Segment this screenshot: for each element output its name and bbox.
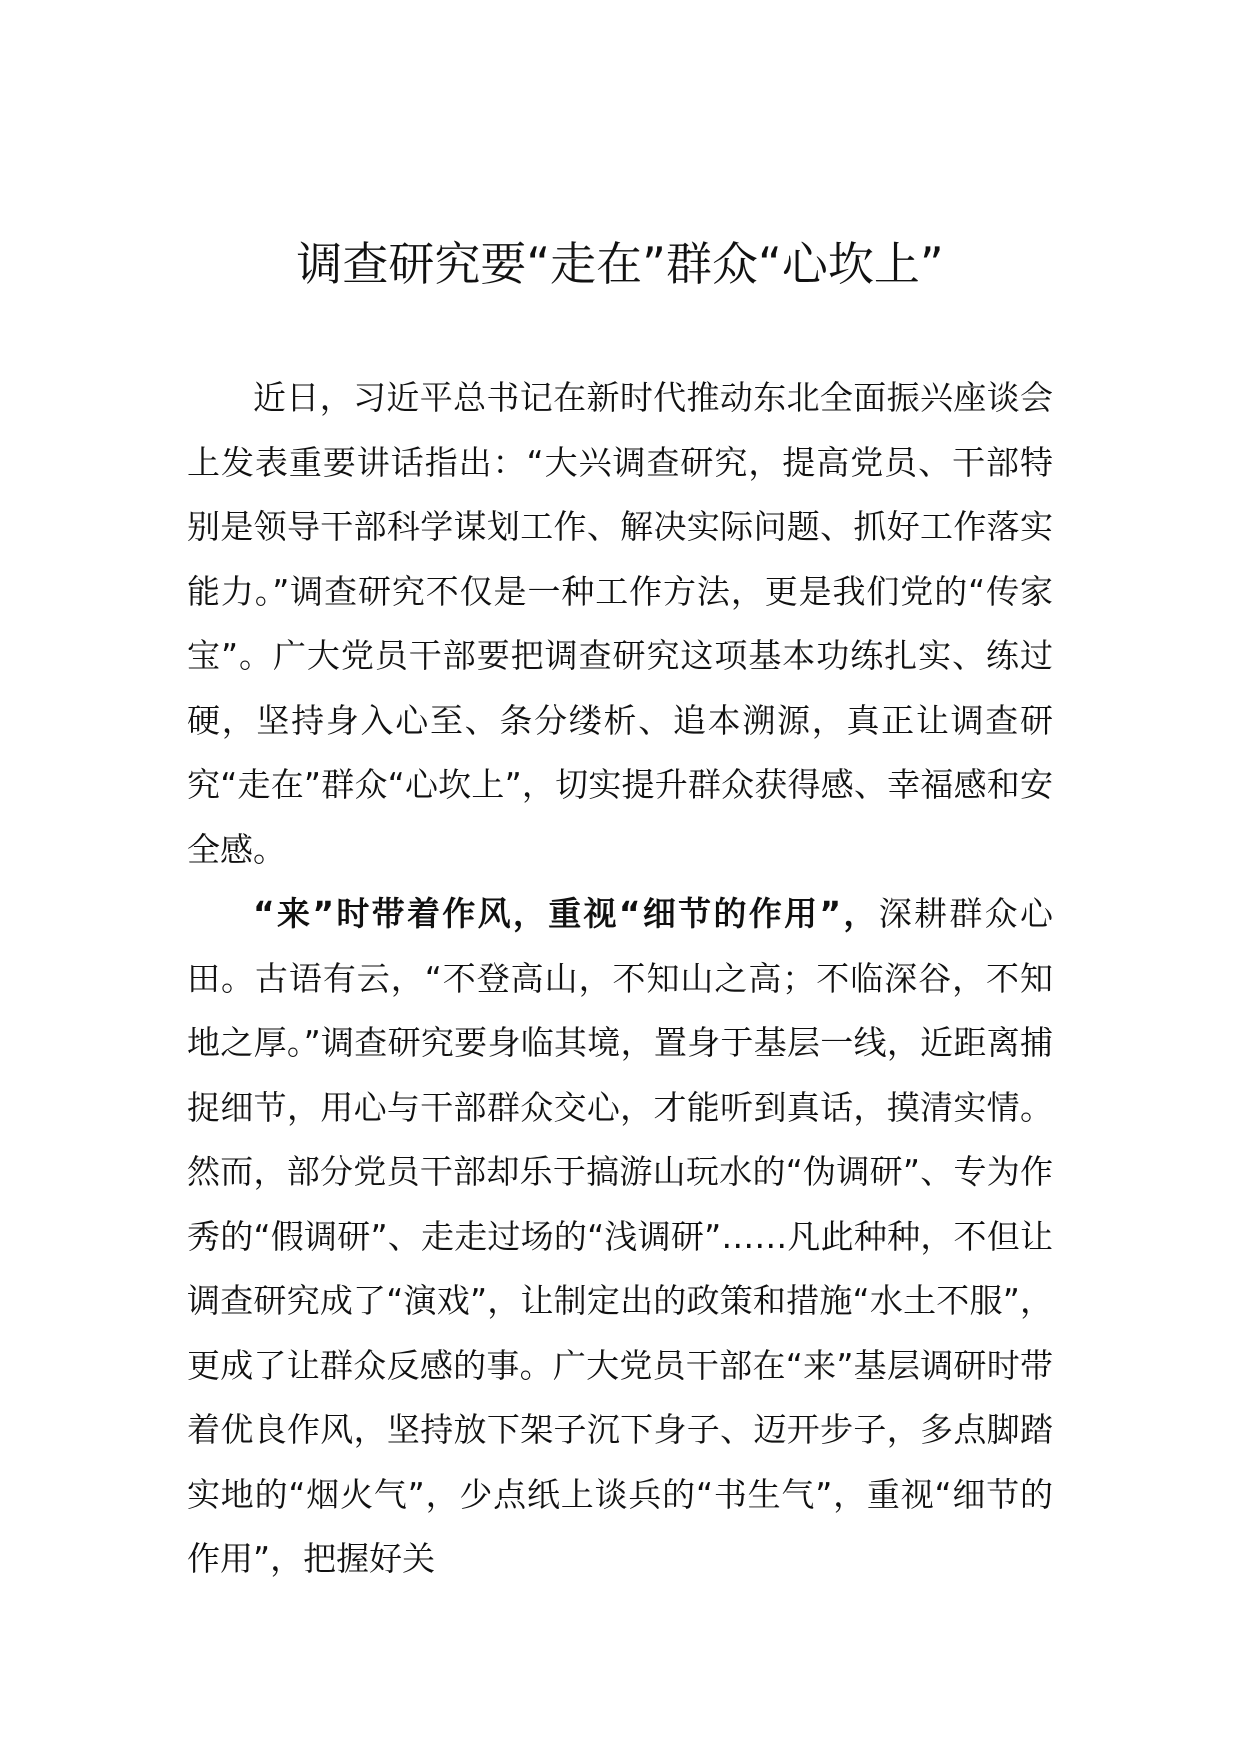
paragraph-text: 深耕群众心田。古语有云，“不登高山，不知山之高；不临深谷，不知地之厚。”调查研究要身临其境，置身于基层一线，近距离捕捉细节，用心与干部群众交心，才能听到真话，摸清实情。然而，部分党员干部却乐于搞游山玩水的“伪调研”、专为作秀的“假调研”、走走过场的“浅调研”……凡此种种，不但让调查研究成了“演戏”，让制定出的政策和措施“水土不服”，更成了让群众反感的事。广大党员干部在“来”基层调研时带着优良作风，坚持放下架子沉下身子、迈开步子，多点脚踏实地的“烟火气”，少点纸上谈兵的“书生气”，重视“细节的作用”，把握好关 (187, 894, 1053, 1578)
paragraph-text: 近日，习近平总书记在新时代推动东北全面振兴座谈会上发表重要讲话指出：“大兴调查研究，提高党员、干部特别是领导干部科学谋划工作、解决实际问题、抓好工作落实能力。”调查研究不仅是一种工作方法，更是我们党的“传家宝”。广大党员干部要把调查研究这项基本功练扎实、练过硬，坚持身入心至、条分缕析、追本溯源，真正让调查研究“走在”群众“心坎上”，切实提升群众获得感、幸福感和安全感。 (187, 378, 1053, 869)
paragraph-intro (187, 366, 1053, 882)
document-body (187, 366, 1053, 1592)
paragraph-section-1 (187, 882, 1053, 1592)
paragraph-lead: “来”时带着作风，重视“细节的作用”， (253, 894, 879, 933)
document-title: 调查研究要“走在”群众“心坎上” (296, 237, 944, 291)
